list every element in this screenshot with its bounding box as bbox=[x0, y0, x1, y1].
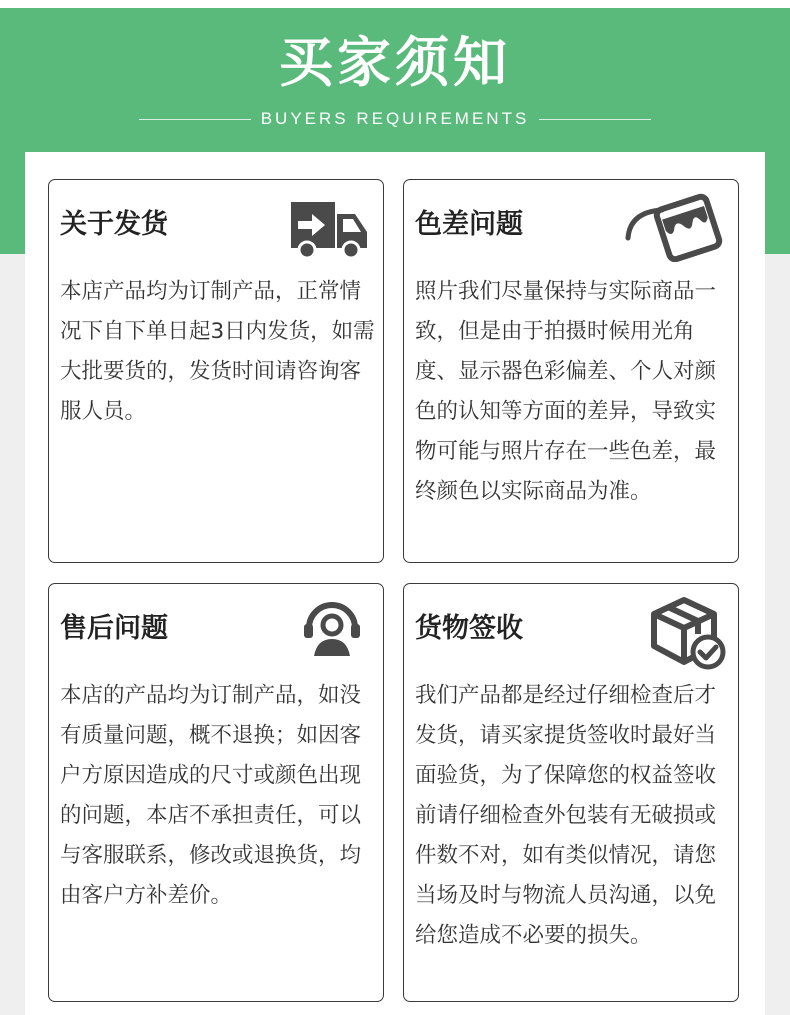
page-subtitle: BUYERS REQUIREMENTS bbox=[260, 109, 530, 128]
subtitle-line-right bbox=[539, 119, 651, 120]
customer-service-headset-icon bbox=[299, 594, 365, 664]
delivery-truck-icon bbox=[289, 200, 371, 266]
package-check-icon bbox=[648, 596, 728, 676]
subtitle-line-left bbox=[139, 119, 251, 120]
card-body: 我们产品都是经过仔细检查后才发货，请买家提货签收时最好当面验货，为了保障您的权益签收前请仔细检查外包装有无破损或件数不对，如有类似情况，请您当场及时与物流人员沟通，以免给您造成不必要的损失。 bbox=[415, 683, 717, 948]
card-body: 本店产品均为订制产品，正常情况下自下单日起3日内发货，如需大批要货的，发货时间请咨询客服人员。 bbox=[60, 279, 375, 424]
card-shipping bbox=[48, 179, 384, 563]
card-color-difference bbox=[403, 179, 739, 563]
card-receipt bbox=[403, 583, 739, 1002]
page-title: 买家须知 bbox=[279, 31, 511, 94]
card-title: 色差问题 bbox=[415, 209, 523, 240]
card-title: 货物签收 bbox=[415, 613, 523, 644]
page-subtitle-row bbox=[0, 106, 790, 132]
paint-bucket-icon bbox=[622, 190, 726, 266]
card-body: 照片我们尽量保持与实际商品一致，但是由于拍摄时候用光角度、显示器色彩偏差、个人对颜色的认知等方面的差异，导致实物可能与照片存在一些色差，最终颜色以实际商品为准。 bbox=[415, 279, 717, 504]
card-title: 关于发货 bbox=[60, 209, 168, 240]
side-margin-right bbox=[765, 254, 790, 1015]
card-title: 售后问题 bbox=[60, 613, 168, 644]
card-body: 本店的产品均为订制产品，如没有质量问题，概不退换；如因客户方原因造成的尺寸或颜色出现的问题，本店不承担责任，可以与客服联系，修改或退换货，均由客户方补差价。 bbox=[60, 683, 362, 908]
card-after-sales bbox=[48, 583, 384, 1002]
side-margin-left bbox=[0, 254, 25, 1015]
